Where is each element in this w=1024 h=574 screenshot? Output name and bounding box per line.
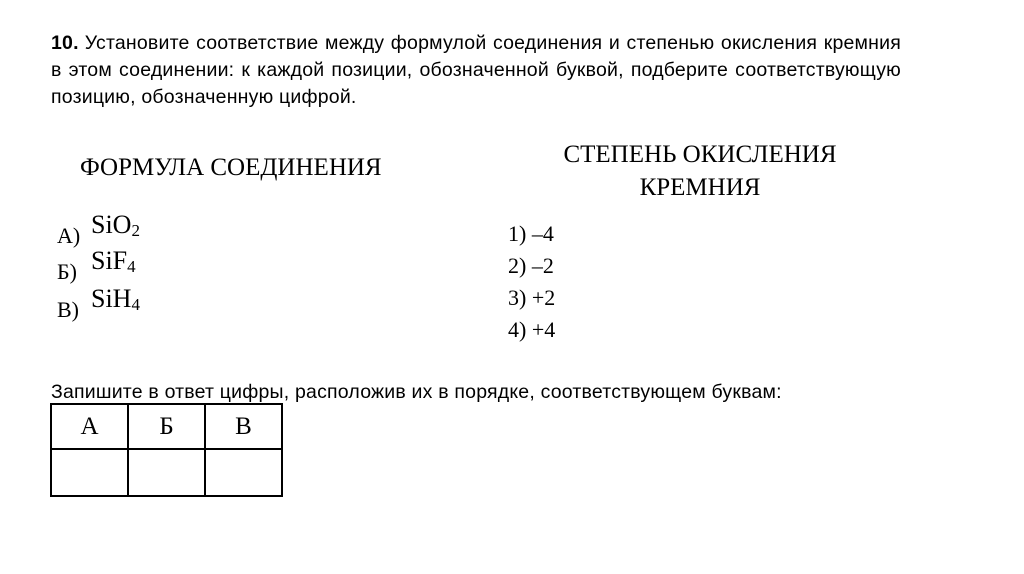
formula-base: SiF — [91, 246, 128, 275]
answer-table — [50, 403, 283, 497]
oxidation-heading-line1: СТЕПЕНЬ ОКИСЛЕНИЯ — [563, 141, 837, 168]
oxidation-option-2: 2) –2 — [508, 253, 554, 278]
oxidation-option-1: 1) –4 — [508, 221, 554, 246]
option-letter: В) — [57, 297, 79, 322]
task-statement — [51, 30, 901, 111]
oxidation-option-4: 4) +4 — [508, 317, 556, 342]
answer-instruction: Запишите в ответ цифры, расположив их в порядке, соответствующем буквам: — [51, 381, 782, 403]
formula-base: SiO — [91, 210, 132, 239]
chemical-formula — [91, 286, 140, 318]
option-letter: А) — [57, 223, 81, 248]
answer-cell-a[interactable] — [51, 449, 128, 496]
formula-base: SiH — [91, 284, 132, 313]
answer-table-input-row — [51, 449, 282, 496]
answer-table-header-row — [51, 404, 282, 449]
chemical-formula — [91, 248, 136, 280]
task-text: Установите соответствие между формулой соединения и степенью окисления кремния в этом соединении: к каждой позиции, обозначенной буквой, подберите соответствующую позицию, обозначенную цифрой. — [51, 32, 901, 108]
oxidation-heading-line2: КРЕМНИЯ — [639, 174, 761, 201]
answer-cell-v[interactable] — [205, 449, 282, 496]
answer-header-a: А — [51, 404, 128, 449]
chemical-formula — [91, 212, 140, 244]
formula-option-c — [57, 284, 140, 328]
option-letter: Б) — [57, 259, 77, 284]
formula-subscript: 2 — [131, 221, 140, 240]
answer-header-b: Б — [128, 404, 205, 449]
task-number: 10. — [51, 32, 79, 54]
answer-header-v: В — [205, 404, 282, 449]
formula-column-heading: ФОРМУЛА СОЕДИНЕНИЯ — [80, 154, 382, 181]
oxidation-option-3: 3) +2 — [508, 285, 556, 310]
formula-subscript: 4 — [127, 257, 136, 276]
answer-cell-b[interactable] — [128, 449, 205, 496]
oxidation-column-heading — [540, 138, 860, 204]
formula-subscript: 4 — [131, 295, 140, 314]
